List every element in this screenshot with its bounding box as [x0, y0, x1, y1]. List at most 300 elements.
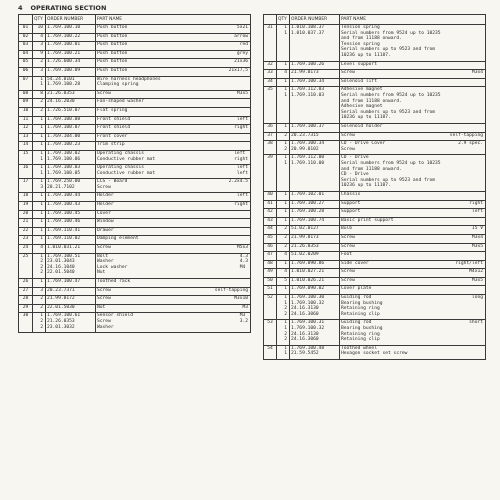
cell-position: 25	[19, 253, 33, 278]
quantity-line: 1	[284, 217, 287, 223]
part-note-line: self-tapping	[449, 132, 483, 138]
parts-table-left	[18, 14, 251, 333]
table-row	[264, 87, 486, 124]
table-row	[264, 234, 486, 243]
table-row	[264, 269, 486, 278]
cell-position: 48	[264, 260, 277, 269]
part-name-line: Retaining clip	[341, 311, 380, 317]
cell-order-number	[46, 125, 96, 134]
part-note-line: 2.9 spec.	[458, 141, 483, 147]
table-row	[264, 141, 486, 155]
cell-quantity	[33, 245, 46, 254]
part-note	[472, 295, 483, 301]
cell-part-name	[96, 245, 251, 254]
order-number-line: 1.769.100.22	[47, 33, 81, 39]
cell-order-number	[46, 25, 96, 34]
order-number-line: 1.769.100.46	[47, 219, 81, 225]
table-row	[264, 252, 486, 261]
order-number-line: 21.26.0353	[291, 243, 319, 249]
quantity-line: 1	[40, 210, 43, 216]
part-name-line: Front cover	[97, 133, 128, 139]
col-header-qty: QTY	[277, 15, 290, 25]
cell-part-name	[96, 90, 251, 99]
cell-position: 19	[19, 202, 33, 211]
table-row	[19, 25, 251, 34]
cell-order-number	[290, 345, 340, 359]
cell-part-name	[96, 125, 251, 134]
part-note	[472, 235, 483, 241]
quantity-line: 2	[40, 304, 43, 310]
quantity-line: 1	[284, 320, 287, 326]
part-name-line: 10236 up to 11187.	[341, 115, 391, 121]
part-note-line: left	[236, 165, 248, 171]
cell-part-name	[96, 202, 251, 211]
cell-quantity	[33, 50, 46, 59]
cell-quantity	[33, 67, 46, 76]
cell-order-number	[290, 234, 340, 243]
order-number-line: 1.769.110.02	[47, 236, 81, 242]
cell-quantity	[33, 90, 46, 99]
cell-quantity	[33, 42, 46, 51]
table-row	[264, 200, 486, 209]
part-note	[234, 34, 248, 40]
part-name-line: LCS - Board	[97, 179, 128, 185]
quantity-line: 3	[40, 67, 43, 73]
part-note	[234, 202, 248, 208]
cell-quantity	[33, 296, 46, 305]
part-name-line: Support	[341, 209, 361, 215]
cell-part-name	[96, 165, 251, 179]
cell-position: 23	[19, 236, 33, 245]
cell-position: 16	[19, 165, 33, 179]
cell-position: 12	[19, 125, 33, 134]
col-header-order: ORDER NUMBER	[46, 15, 96, 25]
quantity-line: 1	[284, 200, 287, 206]
part-name-line: and from 11188 onward.	[341, 36, 402, 42]
order-number-line: 51.02.0209	[291, 252, 319, 258]
cell-position: 32	[264, 61, 277, 70]
cell-position: 09	[19, 99, 33, 108]
part-note-line: 3.2	[239, 318, 248, 324]
part-name-line: Guiding rod	[341, 295, 372, 301]
cell-part-name	[96, 133, 251, 142]
cell-quantity	[277, 200, 290, 209]
cell-order-number	[46, 33, 96, 42]
order-number-line: 21.99.0172	[47, 296, 75, 302]
table-row	[264, 155, 486, 192]
cell-quantity	[33, 33, 46, 42]
part-note-line: 21x36	[234, 59, 248, 65]
part-name-line: Nut	[97, 304, 106, 310]
part-name-line: Cover plate	[341, 286, 372, 292]
table-row	[19, 50, 251, 59]
part-name-line: Solenoid holder	[341, 123, 383, 129]
cell-quantity	[277, 209, 290, 218]
part-name-line: Toothed wheel	[341, 345, 377, 351]
part-name-line: and from 11188 onward.	[341, 98, 402, 104]
part-name-line: Conductive rubber mat	[97, 170, 156, 176]
cell-quantity	[277, 141, 290, 155]
part-note-line: M3x5	[471, 277, 483, 283]
order-number-line: 1.726.510.07	[47, 107, 81, 113]
cell-part-name	[96, 50, 251, 59]
part-note	[234, 151, 248, 162]
cell-position: 54	[264, 345, 277, 359]
quantity-line: 1	[40, 170, 43, 176]
part-note	[469, 320, 483, 326]
cell-quantity	[33, 279, 46, 288]
order-number-line: 20.99.0102	[291, 146, 319, 152]
cell-part-name	[340, 345, 486, 359]
part-name-line: Serial numbers up to 9523 and from	[341, 177, 436, 183]
cell-part-name	[96, 33, 251, 42]
table-row	[264, 286, 486, 295]
quantity-line: 2	[284, 243, 287, 249]
part-name-line: Retaining clip	[341, 337, 380, 343]
quantity-line: 2	[40, 318, 43, 324]
part-note-line: right	[234, 125, 248, 131]
order-number-line: 21.26.0353	[47, 90, 75, 96]
cell-part-name	[96, 25, 251, 34]
quantity-line: 1	[40, 179, 43, 185]
table-row	[19, 236, 251, 245]
quantity-line: 1	[40, 150, 43, 156]
cell-part-name	[96, 193, 251, 202]
cell-position: 30	[19, 313, 33, 333]
cell-position: 51	[264, 286, 277, 295]
quantity-line: 1	[284, 155, 287, 161]
order-number-line: 1.010.108.37	[291, 25, 325, 30]
order-number-line: 1.769.100.30	[291, 295, 325, 301]
cell-position: 41	[264, 200, 277, 209]
quantity-line: 4	[284, 252, 287, 258]
quantity-line: 1	[40, 313, 43, 319]
order-number-line: 1.769.100.06	[47, 156, 81, 162]
part-name-line: Screw	[341, 243, 355, 249]
order-number-line: 1.010.031.21	[47, 245, 81, 251]
part-note-line: 21x17,5	[228, 67, 248, 73]
cell-order-number	[46, 59, 96, 68]
part-note	[472, 70, 483, 76]
cell-position: 49	[264, 269, 277, 278]
cell-quantity	[33, 125, 46, 134]
cell-part-name	[340, 78, 486, 87]
cell-order-number	[290, 61, 340, 70]
quantity-line: 3	[40, 42, 43, 48]
part-name-line: Bearing bushing	[341, 300, 383, 306]
cell-order-number	[46, 107, 96, 116]
cell-position: 14	[19, 142, 33, 151]
cell-part-name	[340, 226, 486, 235]
cell-quantity	[33, 99, 46, 108]
part-name-line: Washer	[97, 324, 114, 330]
part-note-line: left	[236, 116, 248, 122]
order-number-line: 1.769.100.43	[47, 202, 81, 208]
cell-quantity	[33, 116, 46, 125]
order-number-line: 23.01.3032	[47, 324, 75, 330]
cell-position: 43	[264, 217, 277, 226]
part-name-line: Solenoid lift	[341, 78, 377, 84]
order-number-line: 1.769.100.01	[47, 42, 81, 48]
part-note	[237, 91, 248, 97]
table-row	[264, 260, 486, 269]
part-note-line: arrow	[234, 33, 248, 39]
section-title: OPERATING SECTION	[30, 4, 107, 12]
cell-order-number	[290, 295, 340, 320]
col-header-qty: QTY	[33, 15, 46, 25]
cell-position: 40	[264, 191, 277, 200]
cell-order-number	[290, 252, 340, 261]
cell-quantity	[277, 123, 290, 132]
quantity-line: 1	[40, 202, 43, 208]
quantity-line: 1	[284, 295, 287, 301]
quantity-line: 2	[40, 59, 43, 65]
cell-quantity	[277, 61, 290, 70]
cell-quantity	[33, 133, 46, 142]
table-row	[264, 70, 486, 79]
part-name-line: Side cover	[341, 260, 369, 266]
cell-quantity	[277, 226, 290, 235]
part-name-line: Screw	[341, 269, 355, 275]
order-number-line: 1.010.026.21	[291, 277, 325, 283]
parts-body-right	[264, 25, 486, 360]
quantity-line: 4	[40, 33, 43, 39]
cell-part-name	[96, 67, 251, 76]
cell-order-number	[46, 116, 96, 125]
order-number-line: 24.16.3060	[291, 337, 319, 343]
cell-part-name	[340, 252, 486, 261]
order-number-line: 1.769.102.01	[291, 191, 325, 197]
col-header-pos	[19, 15, 33, 25]
order-number-line: 1.769.100.74	[291, 217, 325, 223]
order-number-line: 1.769.090.02	[291, 286, 325, 292]
order-number-line: 1.769.100.09	[47, 67, 81, 73]
cell-quantity	[33, 304, 46, 313]
cell-quantity	[277, 78, 290, 87]
part-note	[469, 269, 483, 275]
table-row	[19, 304, 251, 313]
table-row	[19, 76, 251, 90]
cell-position: 05	[19, 59, 33, 68]
order-number-line: 1.769.100.34	[291, 141, 325, 147]
cell-order-number	[290, 200, 340, 209]
cell-position: 36	[264, 123, 277, 132]
cell-position: 53	[264, 320, 277, 345]
order-number-line: 1.769.110.00	[291, 160, 325, 166]
cell-quantity	[33, 150, 46, 164]
quantity-line: 2	[40, 296, 43, 302]
cell-order-number	[290, 78, 340, 87]
quantity-line: 1	[284, 30, 287, 36]
part-name-line: Window	[97, 219, 114, 225]
cell-quantity	[33, 236, 46, 245]
order-number-line: 1.769.100.28	[47, 82, 81, 88]
quantity-line: 2	[284, 234, 287, 240]
cell-order-number	[290, 260, 340, 269]
part-note-line: M3x4	[471, 234, 483, 240]
quantity-line: 1	[40, 236, 43, 242]
part-note-line: left	[471, 209, 483, 215]
cell-quantity	[277, 132, 290, 141]
cell-part-name	[96, 296, 251, 305]
table-row	[19, 279, 251, 288]
cell-order-number	[46, 42, 96, 51]
cell-part-name	[96, 99, 251, 108]
quantity-line: 2	[40, 264, 43, 270]
table-row	[264, 191, 486, 200]
order-number-line: 1.769.100.61	[47, 313, 81, 319]
part-note-line: M3x5	[236, 90, 248, 96]
part-name-line: Screw	[97, 184, 111, 190]
quantity-line: 1	[40, 76, 43, 82]
quantity-line: 1	[284, 286, 287, 292]
cell-quantity	[33, 142, 46, 151]
cell-position: 45	[264, 234, 277, 243]
quantity-line: 1	[40, 82, 43, 88]
part-name-line: Front shield	[97, 125, 131, 131]
table-row	[264, 25, 486, 62]
part-name-line: Foot	[341, 252, 353, 258]
cell-quantity	[33, 193, 46, 202]
quantity-line: 1	[284, 345, 287, 351]
part-name-line: Adhesive magnet	[341, 87, 383, 93]
table-row	[19, 133, 251, 142]
part-note	[458, 141, 483, 147]
cell-position: 01	[19, 25, 33, 34]
part-name-line: Push button	[97, 42, 128, 48]
cell-part-name	[340, 243, 486, 252]
part-name-line: Screw	[341, 70, 355, 76]
order-number-line: 1.010.037.37	[291, 30, 325, 36]
cell-part-name	[96, 279, 251, 288]
part-name-line: Serial numbers from 9524 up to 10235	[341, 30, 441, 36]
order-number-line: 1.769.100.02	[47, 150, 81, 156]
cell-order-number	[290, 25, 340, 62]
part-note-line: left	[236, 170, 248, 176]
order-number-line: 51.02.0127	[291, 226, 319, 232]
cell-quantity	[277, 286, 290, 295]
order-number-line: 1.010.027.21	[291, 269, 325, 275]
part-note-line: left	[234, 150, 246, 156]
part-name-line: CD - Drive	[341, 155, 369, 161]
cell-quantity	[33, 219, 46, 228]
part-note-line: left	[236, 193, 248, 199]
part-note-line: 4.3	[239, 253, 248, 259]
part-note	[472, 226, 483, 232]
order-number-line: 1.769.110.03	[291, 92, 325, 98]
quantity-line: 2	[40, 259, 43, 265]
part-name-line: Lock washer	[97, 264, 128, 270]
page-header	[18, 4, 106, 14]
quantity-line: 1	[284, 191, 287, 197]
part-name-line: Cover	[97, 210, 111, 216]
quantity-line: 2	[284, 226, 287, 232]
table-row	[264, 226, 486, 235]
cell-part-name	[340, 155, 486, 192]
part-name-line: Basic print support	[341, 217, 394, 223]
cell-order-number	[290, 217, 340, 226]
table-row	[19, 193, 251, 202]
cell-quantity	[277, 191, 290, 200]
quantity-line: 1	[40, 279, 43, 285]
table-row	[19, 210, 251, 219]
part-note	[237, 25, 248, 31]
part-name-line: Push button	[97, 59, 128, 65]
cell-quantity	[277, 87, 290, 124]
part-note	[472, 244, 483, 250]
cell-order-number	[290, 226, 340, 235]
quantity-line: 3	[40, 287, 43, 293]
cell-quantity	[33, 210, 46, 219]
order-number-line: 1.769.100.32	[291, 326, 325, 332]
cell-part-name	[340, 277, 486, 286]
cell-quantity	[33, 25, 46, 34]
cell-position: 06	[19, 67, 33, 76]
cell-order-number	[290, 209, 340, 218]
order-number-line: 1.769.110.41	[47, 227, 81, 233]
order-number-line: 1.769.100.08	[47, 116, 81, 122]
cell-order-number	[46, 142, 96, 151]
table-row	[264, 345, 486, 359]
table-row	[264, 295, 486, 320]
cell-position: 52	[264, 295, 277, 320]
part-note-line: grey	[236, 50, 248, 56]
parts-table-right	[263, 14, 486, 360]
part-note	[237, 51, 248, 57]
cell-order-number	[290, 277, 340, 286]
cell-position: 31	[264, 25, 277, 62]
quantity-line: 1	[284, 25, 287, 30]
table-row	[19, 219, 251, 228]
part-name-line: Push button	[97, 50, 128, 56]
order-number-line: 24.16.1040	[47, 264, 75, 270]
cell-position: 33	[264, 70, 277, 79]
table-row	[19, 42, 251, 51]
order-number-line: 1.769.100.48	[291, 345, 325, 351]
part-name-line: Sensor shield	[97, 313, 133, 319]
quantity-line: 2	[40, 324, 43, 330]
table-row	[19, 245, 251, 254]
table-row	[19, 142, 251, 151]
quantity-line: 2	[40, 270, 43, 276]
cell-position: 26	[19, 279, 33, 288]
part-name-line: Bolt	[97, 253, 109, 259]
part-name-line: Push button	[97, 25, 128, 30]
part-note-line: right/left	[455, 260, 483, 266]
quantity-line: 1	[40, 116, 43, 122]
quantity-line: 1	[40, 142, 43, 148]
cell-position: 39	[264, 155, 277, 192]
quantity-line: 1	[40, 227, 43, 233]
part-note	[237, 245, 248, 251]
part-note-line: right	[234, 202, 248, 208]
quantity-line: 10	[37, 25, 43, 30]
cell-quantity	[33, 179, 46, 193]
part-name-line: Tension spring	[341, 41, 380, 47]
cell-order-number	[46, 150, 96, 164]
order-number-line: 1.769.100.05	[47, 170, 81, 176]
cell-part-name	[96, 313, 251, 333]
order-number-line: 1.769.100.07	[47, 125, 81, 131]
cell-order-number	[46, 90, 96, 99]
quantity-line: 1	[40, 156, 43, 162]
cell-order-number	[46, 179, 96, 193]
quantity-line: 2	[284, 306, 287, 312]
quantity-line: 2	[284, 146, 287, 152]
part-name-line: Drawer	[97, 227, 114, 233]
part-name-line: Support	[341, 200, 361, 206]
part-name-line: Serial numbers up to 9523 and from	[341, 47, 436, 53]
